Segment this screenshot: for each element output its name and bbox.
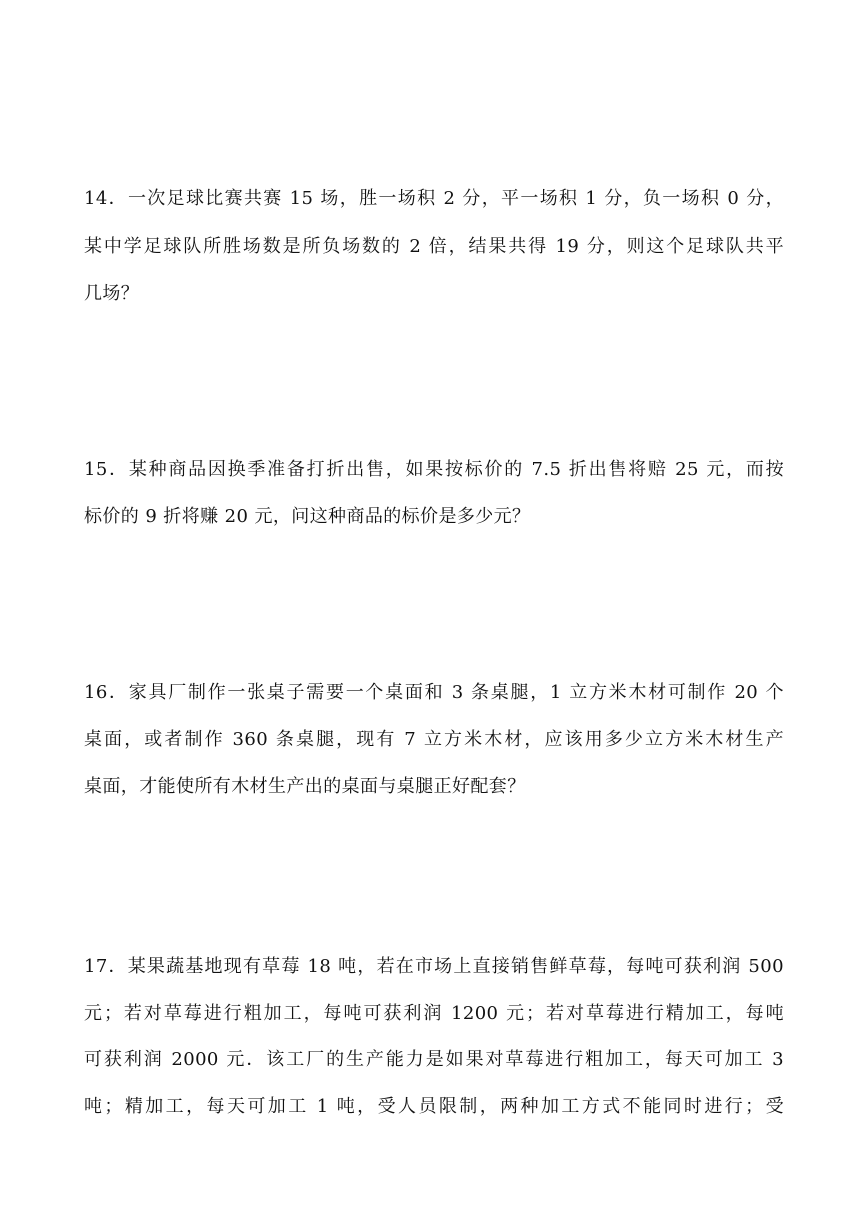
problem-17-line-1: 17．某果蔬基地现有草莓 18 吨，若在市场上直接销售鲜草莓，每吨可获利润 500 [84,956,784,977]
problem-14-line-3: 几场？ [84,283,140,304]
problem-16-line-1: 16．家具厂制作一张桌子需要一个桌面和 3 条桌腿，1 立方米木材可制作 20 个 [84,682,784,703]
problem-17-line-2: 元；若对草莓进行粗加工，每吨可获利润 1200 元；若对草莓进行精加工，每吨 [84,1003,784,1024]
problem-17-line-4: 吨；精加工，每天可加工 1 吨，受人员限制，两种加工方式不能同时进行；受 [84,1096,784,1117]
problem-14-line-2: 某中学足球队所胜场数是所负场数的 2 倍，结果共得 19 分，则这个足球队共平 [84,236,784,257]
problem-16-line-3: 桌面，才能使所有木材生产出的桌面与桌腿正好配套？ [84,776,526,797]
problem-15-line-1: 15．某种商品因换季准备打折出售，如果按标价的 7.5 折出售将赔 25 元，而按 [84,459,784,480]
problem-16-line-2: 桌面，或者制作 360 条桌腿，现有 7 立方米木材，应该用多少立方米木材生产 [84,729,784,750]
problem-15-line-2: 标价的 9 折将赚 20 元，问这种商品的标价是多少元？ [84,506,531,527]
problem-14-line-1: 14．一次足球比赛共赛 15 场，胜一场积 2 分，平一场积 1 分，负一场积 0 分， [84,188,784,209]
problem-17-line-3: 可获利润 2000 元．该工厂的生产能力是如果对草莓进行粗加工，每天可加工 3 [84,1049,784,1070]
